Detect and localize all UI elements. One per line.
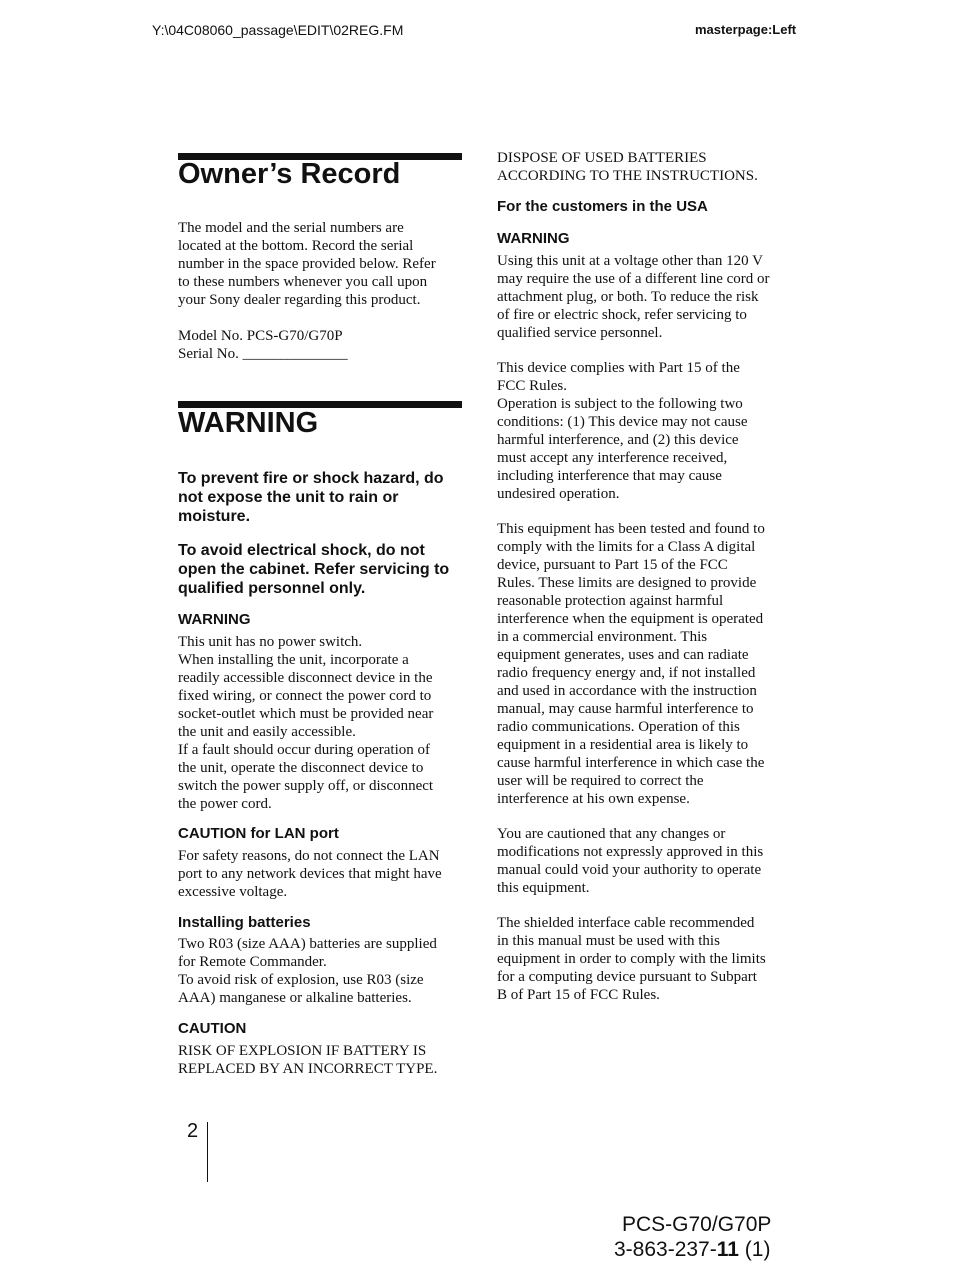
shielded-cable-text: The shielded interface cable recommended in this manual must be used with this equipment in order to comply with the limits for a computing device pursuant to Subpart B of Part 15 of FCC Rules.: [497, 915, 766, 1003]
power-switch-text: This unit has no power switch. When installing the unit, incorporate a readily accessible disconnect device in the fixed wiring, or connect the power cord to socket-outlet which must be provided near the unit and easily accessible. If a fault should occur during operation of the unit, operate the disconnect device to switch the power supply off, or disconnect the power cord.: [178, 634, 434, 812]
owners-record-title: Owner’s Record: [178, 158, 401, 190]
masterpage-label: masterpage:Left: [695, 22, 797, 37]
batteries-text: Two R03 (size AAA) batteries are supplied for Remote Commander. To avoid risk of explosion, use R03 (size AAA) manganese or alkaline batteries.: [178, 936, 437, 1006]
footer-code-prefix: 3-863-237-: [614, 1238, 717, 1261]
lan-caution-text: For safety reasons, do not connect the LAN port to any network devices that might have excessive voltage.: [178, 848, 442, 900]
class-a-text: This equipment has been tested and found to comply with the limits for a Class A digital device, pursuant to Part 15 of the FCC Rules. These limits are designed to provide reasonable protection against harmful interference when the equipment is operated in a commercial environment. This equipment generates, uses and can radiate radio frequency energy and, if not installed and used in accordance with the instruction manual, may cause harmful interference to radio communications. Operation of this equipment in a residential area is likely to cause harmful interference in which case the user will be required to correct the interference at his own expense.: [497, 521, 765, 807]
footer-model: PCS-G70/G70P: [622, 1213, 772, 1236]
electrical-shock-warning: To avoid electrical shock, do not open the cabinet. Refer servicing to qualified personnel only.: [178, 542, 450, 597]
footer-code-bold: 11: [716, 1238, 739, 1261]
footer-code: [614, 1238, 770, 1262]
usa-warning-heading: WARNING: [497, 230, 570, 247]
lan-caution-heading: CAUTION for LAN port: [178, 825, 339, 842]
serial-number: Serial No. ______________: [178, 346, 348, 362]
batteries-heading: Installing batteries: [178, 914, 311, 931]
warning-title: WARNING: [178, 407, 319, 439]
dispose-batteries-text: DISPOSE OF USED BATTERIES ACCORDING TO THE INSTRUCTIONS.: [497, 150, 758, 184]
owners-record-body: The model and the serial numbers are located at the bottom. Record the serial number in the space provided below. Refer to these numbers whenever you call upon your Sony dealer regarding this product.: [178, 220, 436, 308]
page-number: 2: [187, 1120, 199, 1142]
fire-shock-warning: To prevent fire or shock hazard, do not expose the unit to rain or moisture.: [178, 470, 444, 525]
voltage-text: Using this unit at a voltage other than 120 V may require the use of a different line cord or attachment plug, or both. To reduce the risk of fire or electric shock, refer servicing to qualified service personnel.: [497, 253, 770, 341]
caution-text: RISK OF EXPLOSION IF BATTERY IS REPLACED BY AN INCORRECT TYPE.: [178, 1043, 438, 1077]
page-number-bar: [207, 1122, 208, 1182]
model-number: Model No. PCS-G70/G70P: [178, 328, 343, 344]
modifications-caution-text: You are cautioned that any changes or modifications not expressly approved in this manual could void your authority to operate this equipment.: [497, 826, 764, 896]
fcc-part15-text: This device complies with Part 15 of the FCC Rules. Operation is subject to the following two conditions: (1) This device may not cause harmful interference, and (2) this device must accept any interference received, including interference that may cause undesired operation.: [497, 360, 748, 502]
file-path: Y:\04C08060_passage\EDIT\02REG.FM: [152, 22, 404, 38]
caution-heading: CAUTION: [178, 1020, 247, 1037]
warning-subheading: WARNING: [178, 611, 251, 628]
footer-code-suffix: (1): [738, 1238, 771, 1261]
usa-customers-heading: For the customers in the USA: [497, 198, 708, 215]
